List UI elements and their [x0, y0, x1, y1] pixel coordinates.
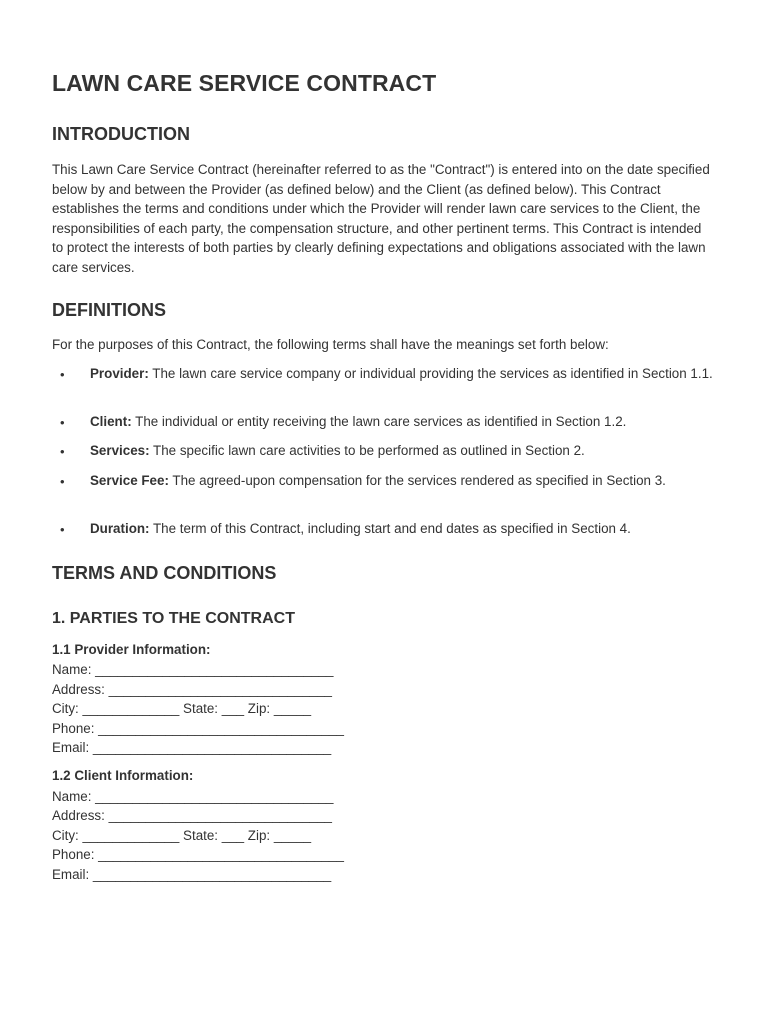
provider-city-state-zip-field[interactable]: City: _____________ State: ___ Zip: _____: [52, 701, 312, 716]
client-phone-field[interactable]: Phone: _________________________________: [52, 847, 344, 862]
definition-term: Duration:: [90, 521, 150, 536]
document-title: LAWN CARE SERVICE CONTRACT: [52, 70, 437, 96]
client-email-field[interactable]: Email: ________________________________: [52, 867, 332, 882]
definition-text: The lawn care service company or individual providing the services as identified in Section 1.1.: [148, 366, 713, 381]
definitions-intro: For the purposes of this Contract, the following terms shall have the meanings set forth below:: [52, 337, 609, 352]
definition-text: The agreed-upon compensation for the services rendered as specified in Section 3.: [168, 473, 666, 488]
bullet-icon: •: [60, 367, 65, 382]
client-name-field[interactable]: Name: ________________________________: [52, 789, 334, 804]
bullet-icon: •: [60, 474, 65, 489]
definition-term: Service Fee:: [90, 473, 169, 488]
section-1-heading: 1. PARTIES TO THE CONTRACT: [52, 610, 295, 627]
definition-text: The individual or entity receiving the lawn care services as identified in Section 1.2.: [131, 414, 627, 429]
introduction-paragraph: This Lawn Care Service Contract (hereinafter referred to as the "Contract") is entered into on the date specified below by and between the Provider (as defined below) and the Client (as defined below). This Contract establishes the terms and conditions under which the Provider will render lawn care services to the Client, the responsibilities of each party, the compensation structure, and other pertinent terms. This Contract is intended to protect the interests of both parties by clearly defining expectations and obligations associated with the lawn care services.: [52, 162, 710, 275]
client-city-state-zip-field[interactable]: City: _____________ State: ___ Zip: _____: [52, 828, 312, 843]
definition-term: Services:: [90, 443, 150, 458]
bullet-icon: •: [60, 444, 65, 459]
bullet-icon: •: [60, 522, 65, 537]
provider-name-field[interactable]: Name: ________________________________: [52, 662, 334, 677]
definition-term: Client:: [90, 414, 132, 429]
definitions-heading: DEFINITIONS: [52, 300, 167, 320]
provider-info-heading: 1.1 Provider Information:: [52, 642, 211, 657]
definition-text: The specific lawn care activities to be performed as outlined in Section 2.: [149, 443, 585, 458]
terms-heading: TERMS AND CONDITIONS: [52, 563, 277, 583]
introduction-heading: INTRODUCTION: [52, 124, 190, 144]
client-address-field[interactable]: Address: ______________________________: [52, 808, 332, 823]
definition-term: Provider:: [90, 366, 149, 381]
definition-text: The term of this Contract, including start and end dates as specified in Section 4.: [149, 521, 631, 536]
provider-email-field[interactable]: Email: ________________________________: [52, 740, 332, 755]
provider-address-field[interactable]: Address: ______________________________: [52, 682, 332, 697]
provider-phone-field[interactable]: Phone: _________________________________: [52, 721, 344, 736]
bullet-icon: •: [60, 415, 65, 430]
client-info-heading: 1.2 Client Information:: [52, 768, 194, 783]
